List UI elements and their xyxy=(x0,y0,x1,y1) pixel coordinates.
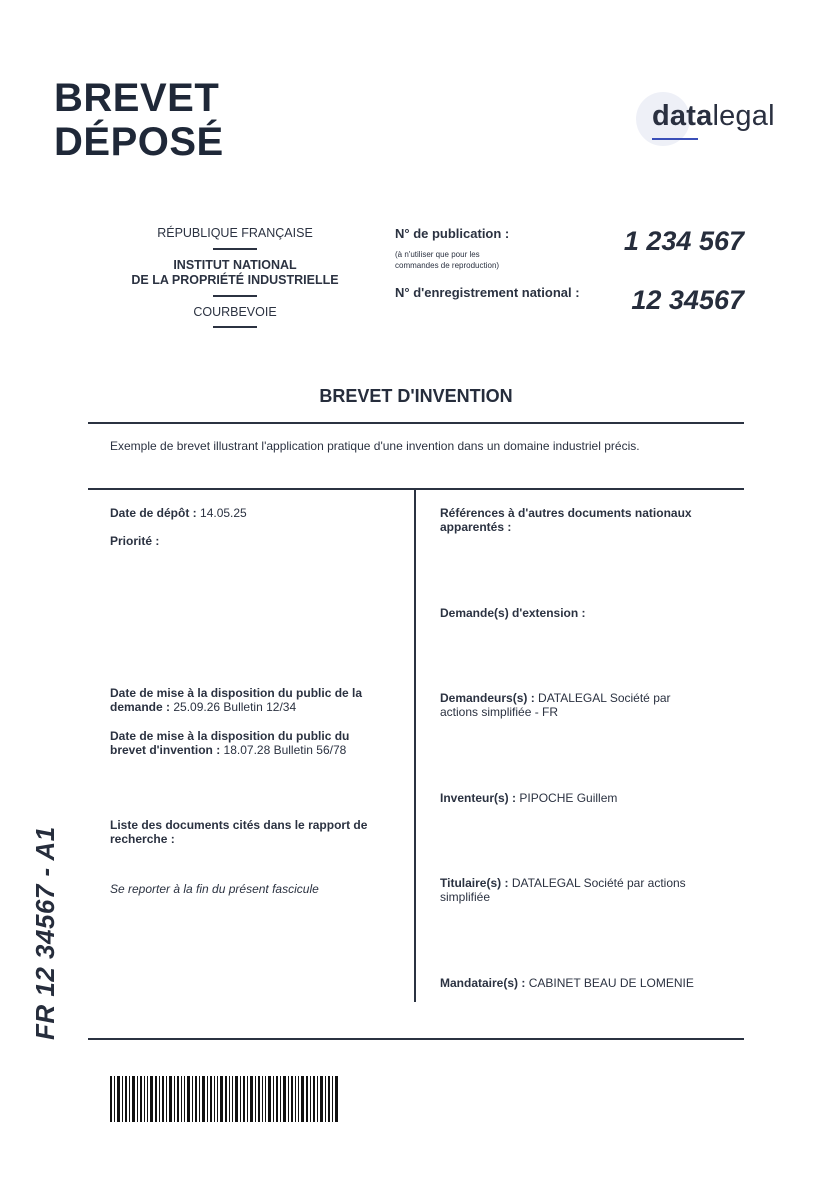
cited-documents xyxy=(110,818,400,846)
holders xyxy=(440,876,740,904)
publication-number: 1 234 567 xyxy=(623,226,744,256)
applicants xyxy=(440,691,740,719)
inventors-label: Inventeur(s) : xyxy=(440,791,517,805)
abstract-rule xyxy=(88,488,744,490)
related-references-label-l2: apparentés : xyxy=(440,520,512,534)
extension-requests xyxy=(440,606,586,620)
related-references-label-l1: Références à d'autres documents nationaux xyxy=(440,506,692,520)
institute-divider-2 xyxy=(213,295,257,297)
applicants-value-l2: actions simplifiée - FR xyxy=(440,705,559,719)
institute-divider-3 xyxy=(213,326,257,328)
city-label: COURBEVOIE xyxy=(193,305,277,319)
priority-label: Priorité : xyxy=(110,534,160,548)
logo-underline xyxy=(652,138,698,140)
inventors-value: PIPOCHE Guillem xyxy=(519,791,618,805)
institute-name xyxy=(100,258,370,288)
barcode xyxy=(110,1076,340,1122)
agent-label: Mandataire(s) : xyxy=(440,976,526,990)
grant-publication-label-l2: brevet d'invention : xyxy=(110,743,221,757)
publication-note-line-1: (à n'utiliser que pour les xyxy=(395,250,480,259)
cited-documents-value: Se reporter à la fin du présent fascicule xyxy=(110,882,319,896)
application-publication-value: 25.09.26 Bulletin 12/34 xyxy=(173,700,297,714)
logo-text-light: legal xyxy=(712,100,775,132)
holders-label: Titulaire(s) : xyxy=(440,876,509,890)
filing-date-label: Date de dépôt : xyxy=(110,506,197,520)
filing-date xyxy=(110,506,247,520)
publication-note-line-2: commandes de reproduction) xyxy=(395,261,500,270)
institute-divider-1 xyxy=(213,248,257,250)
grant-publication-label-l1: Date de mise à la disposition du public du xyxy=(110,729,350,743)
stamp-line-1: BREVET xyxy=(54,76,220,120)
side-publication-code: FR 12 34567 - A1 xyxy=(30,826,60,1040)
applicants-value-l1: DATALEGAL Société par xyxy=(538,691,671,705)
publication-label: N° de publication : xyxy=(395,226,510,241)
grant-publication-value: 18.07.28 Bulletin 56/78 xyxy=(223,743,347,757)
document-title: BREVET D'INVENTION xyxy=(319,386,513,406)
registration-number: 12 34567 xyxy=(631,285,744,315)
publication-note xyxy=(395,249,499,271)
datalegal-logo xyxy=(636,92,786,152)
column-divider xyxy=(414,490,416,1002)
extension-requests-label: Demande(s) d'extension : xyxy=(440,606,586,620)
holders-value-l2: simplifiée xyxy=(440,890,491,904)
cited-documents-label-l2: recherche : xyxy=(110,832,175,846)
application-publication-label-l1: Date de mise à la disposition du public de la xyxy=(110,686,363,700)
inventors xyxy=(440,791,617,805)
stamp-title xyxy=(54,76,224,164)
filing-date-value: 14.05.25 xyxy=(200,506,247,520)
registration-label: N° d'enregistrement national : xyxy=(395,285,580,300)
priority xyxy=(110,534,159,548)
republic-label: RÉPUBLIQUE FRANÇAISE xyxy=(157,226,313,240)
logo-text xyxy=(652,100,775,133)
applicants-label: Demandeurs(s) : xyxy=(440,691,535,705)
bottom-rule xyxy=(88,1038,744,1040)
application-publication-label-l2: demande : xyxy=(110,700,171,714)
stamp-line-2: DÉPOSÉ xyxy=(54,120,224,164)
grant-publication xyxy=(110,729,400,757)
agent xyxy=(440,976,694,990)
title-rule xyxy=(88,422,744,424)
agent-value: CABINET BEAU DE LOMENIE xyxy=(528,976,694,990)
cited-documents-label-l1: Liste des documents cités dans le rapport de xyxy=(110,818,368,832)
holders-value-l1: DATALEGAL Société par actions xyxy=(511,876,686,890)
institute-name-line-2: DE LA PROPRIÉTÉ INDUSTRIELLE xyxy=(131,273,339,287)
abstract-text: Exemple de brevet illustrant l'application pratique d'une invention dans un domaine industriel précis. xyxy=(110,439,640,453)
institute-name-line-1: INSTITUT NATIONAL xyxy=(173,258,297,272)
logo-text-bold: data xyxy=(652,100,713,132)
related-references xyxy=(440,506,740,534)
application-publication xyxy=(110,686,400,714)
